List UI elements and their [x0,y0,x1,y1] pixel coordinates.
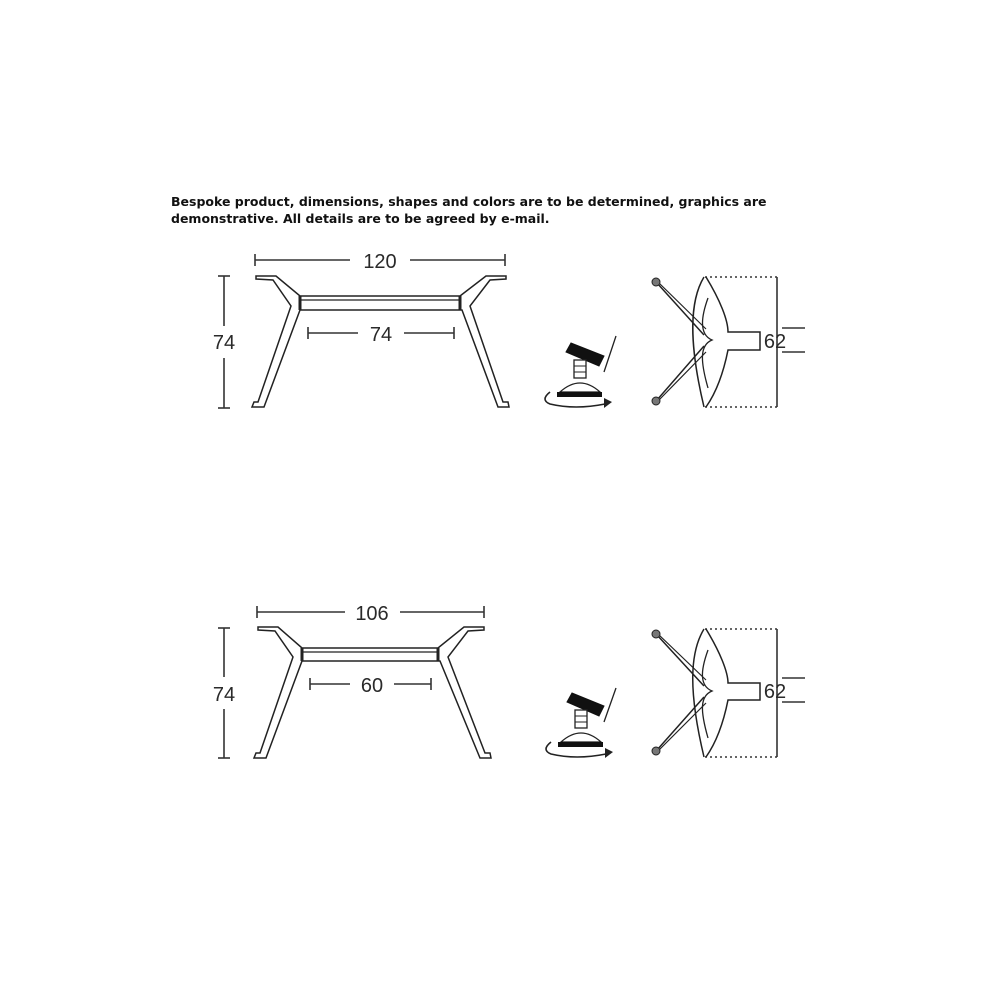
foot-base [557,392,602,397]
table-2-depth-label: 62 [763,681,787,703]
table-2-leveling-foot [546,688,616,758]
spider-body-outer-left [693,277,704,407]
table-2-width-label: 106 [355,603,389,625]
rotation-arrowhead [604,398,612,408]
spider-foot-bottom [652,747,660,755]
foot-dome [561,733,601,742]
foot-screw [574,360,586,378]
table-1-width-label: 120 [363,251,397,273]
table-1-side-view [213,251,509,408]
spider-arm-top-edge [659,635,706,680]
table-2-height-label: 74 [212,684,236,706]
foot-base [558,742,603,747]
spider-arm-top [657,283,704,335]
foot-leg-edge [604,688,616,722]
spider-foot-top [652,630,660,638]
table-1-height-label: 74 [212,332,236,354]
spider-body-outer-right [706,277,760,407]
rotation-arrowhead [605,748,613,758]
table-1-leveling-foot [545,336,616,408]
spider-foot-bottom [652,397,660,405]
disclaimer-line-2: demonstrative. All details are to be agreed by e-mail. [171,211,550,226]
spider-arm-top-edge [659,283,706,329]
foot-leg-edge [604,336,616,372]
table-1-depth-label: 62 [763,331,787,353]
disclaimer-line-1: Bespoke product, dimensions, shapes and colors are to be determined, graphics are [171,194,767,209]
spider-arm-top [657,635,704,686]
foot-screw [575,710,587,728]
spider-body-inner [702,650,712,738]
spider-arm-bottom-edge [659,352,706,400]
table-1-inner-label: 74 [369,324,393,346]
spider-arm-bottom-edge [659,703,706,750]
table-2-inner-label: 60 [360,675,384,697]
spider-body-outer-right [706,629,760,757]
spider-body-outer-left [693,629,704,757]
foot-dome [560,383,600,392]
table-1-top-view [652,277,805,407]
spider-body-inner [702,298,712,388]
spider-foot-top [652,278,660,286]
table-2-side-view [213,603,491,758]
table-2-top-view [652,629,805,757]
